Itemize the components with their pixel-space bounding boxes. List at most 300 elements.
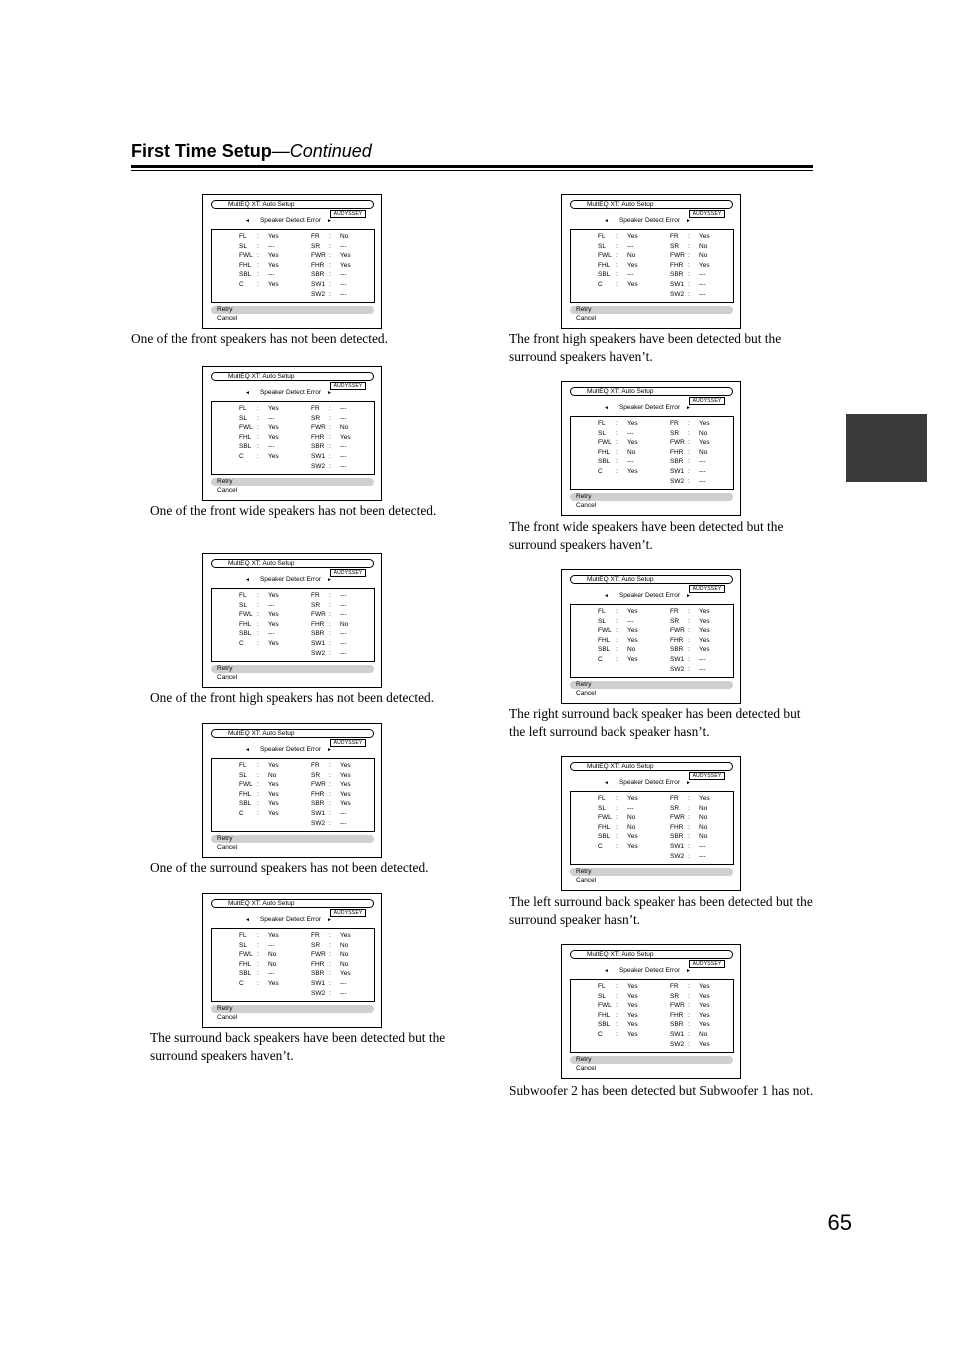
right-arrow-icon[interactable]: ► (327, 577, 332, 583)
speaker-status: --- (699, 281, 706, 288)
colon-separator: : (688, 448, 690, 456)
speaker-status: Yes (627, 656, 638, 663)
colon-separator: : (616, 617, 618, 625)
colon-separator: : (688, 636, 690, 644)
colon-separator: : (257, 630, 259, 638)
colon-separator: : (329, 649, 331, 657)
speaker-label: SL (239, 771, 247, 779)
speaker-label: SBL (598, 646, 611, 654)
speaker-label: SW1 (670, 468, 685, 475)
retry-label: Retry (576, 493, 592, 500)
speaker-status: --- (340, 592, 347, 599)
colon-separator: : (616, 814, 618, 822)
colon-separator: : (329, 781, 331, 789)
screen-caption: One of the front high speakers has not been detected. (150, 690, 435, 705)
speaker-status: No (699, 1031, 708, 1038)
speaker-label: SL (598, 992, 606, 1000)
speaker-status: Yes (699, 617, 710, 625)
speaker-label: SBL (598, 833, 611, 841)
speaker-label: FWR (311, 781, 326, 789)
speaker-status-box (570, 791, 734, 865)
speaker-label: SR (311, 771, 321, 779)
screen-nav (245, 577, 332, 584)
screen-subtitle: Speaker Detect Error (618, 779, 681, 786)
colon-separator: : (329, 233, 331, 240)
speaker-label: FWR (670, 627, 685, 635)
speaker-status: Yes (627, 281, 638, 288)
speaker-status: No (627, 814, 636, 822)
colon-separator: : (688, 608, 690, 615)
speaker-status: Yes (268, 433, 279, 441)
speaker-status: --- (340, 601, 347, 609)
speaker-label: FHL (598, 1011, 611, 1019)
speaker-label: FWR (311, 424, 326, 432)
speaker-status: Yes (699, 233, 710, 240)
colon-separator: : (616, 636, 618, 644)
speaker-label: SW1 (311, 980, 326, 987)
speaker-status: --- (340, 281, 347, 288)
right-arrow-icon[interactable]: ► (686, 968, 691, 974)
screen-caption: The front wide speakers have been detected but the surround speakers haven’t. (509, 519, 784, 552)
colon-separator: : (616, 1031, 618, 1038)
colon-separator: : (257, 932, 259, 939)
colon-separator: : (616, 656, 618, 663)
speaker-label: FHR (670, 261, 684, 269)
colon-separator: : (257, 980, 259, 987)
cancel-option[interactable]: Cancel (217, 1014, 238, 1021)
colon-separator: : (257, 640, 259, 647)
screen-title-bar (570, 950, 733, 959)
right-arrow-icon[interactable]: ► (686, 405, 691, 411)
cancel-option[interactable]: Cancel (576, 1065, 597, 1072)
colon-separator: : (688, 804, 690, 812)
speaker-status: Yes (627, 439, 638, 447)
speaker-label: FWL (239, 781, 253, 789)
speaker-label: FHL (598, 636, 611, 644)
left-arrow-icon[interactable]: ◄ (604, 405, 609, 411)
speaker-label: SR (311, 601, 321, 609)
speaker-label: SW2 (670, 290, 685, 298)
retry-option[interactable] (570, 493, 733, 501)
speaker-label: SBR (670, 833, 684, 841)
left-arrow-icon[interactable]: ◄ (604, 218, 609, 224)
colon-separator: : (329, 443, 331, 451)
speaker-label: SBL (598, 271, 611, 279)
colon-separator: : (257, 424, 259, 432)
colon-separator: : (257, 800, 259, 808)
colon-separator: : (616, 468, 618, 475)
cancel-option[interactable]: Cancel (576, 690, 597, 697)
speaker-status-box (211, 401, 375, 475)
colon-separator: : (688, 468, 690, 475)
speaker-status: No (268, 951, 277, 959)
speaker-label: FHL (598, 261, 611, 269)
speaker-label: FHR (311, 960, 325, 968)
colon-separator: : (329, 941, 331, 949)
setup-screen (202, 893, 382, 1028)
colon-separator: : (688, 477, 690, 485)
speaker-status: No (699, 804, 708, 812)
cancel-option[interactable]: Cancel (576, 502, 597, 509)
right-arrow-icon[interactable]: ► (686, 218, 691, 224)
screen-title-bar (211, 899, 374, 908)
retry-option[interactable] (570, 681, 733, 689)
speaker-label: SBL (239, 271, 252, 279)
colon-separator: : (329, 242, 331, 250)
colon-separator: : (616, 843, 618, 850)
speaker-status: Yes (627, 261, 638, 269)
speaker-label: FWR (311, 951, 326, 959)
colon-separator: : (688, 656, 690, 663)
left-arrow-icon[interactable]: ◄ (245, 917, 250, 923)
section-title-text: First Time Setup (131, 141, 272, 161)
speaker-status: Yes (627, 233, 638, 240)
left-arrow-icon[interactable]: ◄ (604, 593, 609, 599)
cancel-option[interactable]: Cancel (576, 877, 597, 884)
speaker-status: Yes (699, 992, 710, 1000)
speaker-status: Yes (699, 636, 710, 644)
speaker-label: FR (670, 795, 679, 802)
speaker-label: SW2 (311, 989, 326, 997)
speaker-status: Yes (268, 281, 279, 288)
colon-separator: : (688, 617, 690, 625)
screen-caption: One of the surround speakers has not been detected. (150, 860, 429, 875)
colon-separator: : (688, 646, 690, 654)
speaker-status: No (699, 429, 708, 437)
colon-separator: : (329, 424, 331, 432)
speaker-status: Yes (340, 252, 351, 260)
speaker-status: --- (340, 980, 347, 987)
colon-separator: : (329, 640, 331, 647)
retry-label: Retry (217, 835, 233, 842)
speaker-status: Yes (340, 762, 351, 769)
retry-option[interactable] (211, 478, 374, 486)
right-arrow-icon[interactable]: ► (327, 390, 332, 396)
speaker-label: FWR (311, 611, 326, 619)
colon-separator: : (688, 252, 690, 260)
cancel-option[interactable]: Cancel (217, 674, 238, 681)
speaker-label: FWR (670, 1002, 685, 1010)
screen-subtitle: Speaker Detect Error (618, 967, 681, 974)
speaker-label: SBL (598, 1021, 611, 1029)
speaker-status: Yes (340, 800, 351, 808)
setup-screen (202, 553, 382, 688)
colon-separator: : (329, 951, 331, 959)
speaker-label: FR (311, 405, 320, 412)
speaker-status: --- (627, 429, 634, 437)
colon-separator: : (688, 992, 690, 1000)
speaker-label: FL (598, 233, 606, 240)
speaker-label: FWL (598, 439, 612, 447)
speaker-status: Yes (340, 261, 351, 269)
speaker-label: C (239, 980, 244, 987)
retry-option[interactable] (211, 835, 374, 843)
colon-separator: : (688, 420, 690, 427)
speaker-label: SR (670, 617, 680, 625)
speaker-label: FHL (239, 433, 252, 441)
speaker-label: FR (311, 592, 320, 599)
colon-separator: : (688, 271, 690, 279)
screen-title: MultEQ XT: Auto Setup (587, 576, 654, 583)
speaker-label: FL (239, 932, 247, 939)
speaker-status: Yes (699, 420, 710, 427)
speaker-status-box (570, 229, 734, 303)
left-arrow-icon[interactable]: ◄ (245, 390, 250, 396)
colon-separator: : (688, 1002, 690, 1010)
speaker-status: --- (699, 852, 706, 860)
setup-screen (561, 381, 741, 516)
speaker-status: Yes (627, 1031, 638, 1038)
colon-separator: : (616, 261, 618, 269)
speaker-status: Yes (340, 771, 351, 779)
screen-title-bar (570, 575, 733, 584)
left-arrow-icon[interactable]: ◄ (245, 577, 250, 583)
speaker-label: FL (598, 983, 606, 990)
speaker-status: Yes (340, 790, 351, 798)
speaker-label: C (598, 656, 603, 663)
setup-screen (202, 194, 382, 329)
retry-option[interactable] (570, 306, 733, 314)
audyssey-logo: AUDYSSEY (330, 569, 366, 577)
screen-nav (604, 968, 691, 975)
speaker-status: --- (699, 271, 706, 279)
speaker-label: FWL (239, 611, 253, 619)
speaker-label: SBR (311, 443, 325, 451)
speaker-status: No (268, 960, 277, 968)
colon-separator: : (616, 252, 618, 260)
retry-option[interactable] (211, 1005, 374, 1013)
speaker-label: FR (670, 233, 679, 240)
right-arrow-icon[interactable]: ► (686, 593, 691, 599)
colon-separator: : (329, 592, 331, 599)
screen-title: MultEQ XT: Auto Setup (228, 201, 295, 208)
audyssey-logo: AUDYSSEY (330, 210, 366, 218)
speaker-label: FWL (239, 252, 253, 260)
retry-option[interactable] (211, 665, 374, 673)
screen-nav (604, 405, 691, 412)
colon-separator: : (257, 762, 259, 769)
speaker-status: Yes (627, 833, 638, 841)
cancel-option[interactable]: Cancel (576, 315, 597, 322)
speaker-label: SL (239, 941, 247, 949)
retry-label: Retry (576, 306, 592, 313)
speaker-status: Yes (340, 433, 351, 441)
left-arrow-icon[interactable]: ◄ (245, 218, 250, 224)
speaker-status: Yes (268, 790, 279, 798)
right-arrow-icon[interactable]: ► (327, 917, 332, 923)
colon-separator: : (688, 1040, 690, 1048)
right-arrow-icon[interactable]: ► (327, 218, 332, 224)
speaker-status: Yes (627, 608, 638, 615)
speaker-label: SBL (239, 970, 252, 978)
speaker-status: Yes (268, 405, 279, 412)
colon-separator: : (257, 433, 259, 441)
colon-separator: : (688, 1031, 690, 1038)
speaker-status: Yes (627, 983, 638, 990)
speaker-label: SW1 (670, 281, 685, 288)
speaker-label: SL (239, 601, 247, 609)
retry-label: Retry (576, 1056, 592, 1063)
speaker-label: FL (598, 420, 606, 427)
speaker-label: FR (311, 932, 320, 939)
speaker-label: SW1 (311, 640, 326, 647)
header-rule-thick (131, 165, 813, 168)
screen-title-bar (211, 729, 374, 738)
colon-separator: : (329, 453, 331, 460)
screen-subtitle: Speaker Detect Error (259, 746, 322, 753)
speaker-label: SL (598, 804, 606, 812)
screen-subtitle: Speaker Detect Error (618, 404, 681, 411)
speaker-label: FHR (670, 823, 684, 831)
colon-separator: : (616, 992, 618, 1000)
retry-option[interactable] (570, 868, 733, 876)
speaker-label: FWL (239, 951, 253, 959)
colon-separator: : (257, 951, 259, 959)
colon-separator: : (257, 941, 259, 949)
speaker-status: --- (340, 649, 347, 657)
cancel-option[interactable]: Cancel (217, 487, 238, 494)
speaker-status: --- (340, 414, 347, 422)
speaker-status: No (627, 448, 636, 456)
speaker-label: SL (239, 242, 247, 250)
colon-separator: : (688, 261, 690, 269)
left-arrow-icon[interactable]: ◄ (245, 747, 250, 753)
setup-screen (561, 569, 741, 704)
setup-screen (561, 194, 741, 329)
screen-title-bar (570, 387, 733, 396)
speaker-status: Yes (340, 970, 351, 978)
screen-subtitle: Speaker Detect Error (259, 389, 322, 396)
colon-separator: : (329, 261, 331, 269)
cancel-option[interactable]: Cancel (217, 315, 238, 322)
screen-nav (604, 218, 691, 225)
speaker-status: Yes (699, 646, 710, 654)
screen-subtitle: Speaker Detect Error (259, 576, 322, 583)
speaker-status-box (570, 604, 734, 678)
colon-separator: : (257, 771, 259, 779)
speaker-status: Yes (699, 627, 710, 635)
colon-separator: : (329, 405, 331, 412)
header-rule-thin (131, 170, 813, 171)
speaker-label: SBL (239, 443, 252, 451)
speaker-status: --- (699, 665, 706, 673)
audyssey-logo: AUDYSSEY (330, 909, 366, 917)
speaker-status: --- (340, 462, 347, 470)
colon-separator: : (329, 620, 331, 628)
speaker-label: FHL (598, 823, 611, 831)
speaker-label: SBR (670, 1021, 684, 1029)
speaker-label: FHR (670, 1011, 684, 1019)
left-arrow-icon[interactable]: ◄ (604, 968, 609, 974)
speaker-label: SW1 (311, 281, 326, 288)
colon-separator: : (329, 271, 331, 279)
speaker-status: Yes (268, 810, 279, 817)
cancel-option[interactable]: Cancel (217, 844, 238, 851)
speaker-label: SW1 (670, 656, 685, 663)
speaker-status: Yes (699, 439, 710, 447)
speaker-status: --- (268, 970, 275, 978)
speaker-status: --- (268, 271, 275, 279)
colon-separator: : (688, 814, 690, 822)
speaker-label: SR (670, 804, 680, 812)
colon-separator: : (688, 665, 690, 673)
colon-separator: : (688, 429, 690, 437)
speaker-label: FHL (239, 790, 252, 798)
screen-caption: One of the front speakers has not been detected. (131, 331, 388, 346)
colon-separator: : (616, 233, 618, 240)
colon-separator: : (257, 960, 259, 968)
audyssey-logo: AUDYSSEY (689, 397, 725, 405)
speaker-status: Yes (699, 608, 710, 615)
speaker-label: C (239, 281, 244, 288)
retry-option[interactable] (211, 306, 374, 314)
colon-separator: : (616, 646, 618, 654)
speaker-status: --- (268, 601, 275, 609)
colon-separator: : (616, 242, 618, 250)
colon-separator: : (257, 261, 259, 269)
colon-separator: : (616, 429, 618, 437)
speaker-label: SBR (670, 458, 684, 466)
speaker-status: --- (627, 242, 634, 250)
speaker-label: FL (239, 592, 247, 599)
colon-separator: : (329, 771, 331, 779)
screen-title-bar (211, 559, 374, 568)
colon-separator: : (616, 439, 618, 447)
left-arrow-icon[interactable]: ◄ (604, 780, 609, 786)
speaker-label: SBR (670, 646, 684, 654)
colon-separator: : (688, 852, 690, 860)
speaker-status: --- (268, 443, 275, 451)
speaker-status-box (570, 979, 734, 1053)
colon-separator: : (688, 458, 690, 466)
speaker-status: --- (340, 819, 347, 827)
speaker-status: Yes (699, 1021, 710, 1029)
screen-title-bar (211, 372, 374, 381)
speaker-label: SBL (239, 800, 252, 808)
speaker-label: FL (239, 233, 247, 240)
colon-separator: : (257, 233, 259, 240)
speaker-label: SL (598, 617, 606, 625)
right-arrow-icon[interactable]: ► (686, 780, 691, 786)
speaker-label: FWR (670, 814, 685, 822)
screen-nav (245, 218, 332, 225)
right-arrow-icon[interactable]: ► (327, 747, 332, 753)
speaker-label: FR (311, 233, 320, 240)
speaker-label: SW2 (311, 290, 326, 298)
screen-caption: The left surround back speaker has been detected but the surround speaker hasn’t. (509, 894, 813, 927)
speaker-status: --- (340, 640, 347, 647)
screen-title: MultEQ XT: Auto Setup (228, 900, 295, 907)
colon-separator: : (257, 443, 259, 451)
speaker-status: --- (268, 630, 275, 638)
speaker-status: No (340, 960, 349, 968)
screen-subtitle: Speaker Detect Error (618, 217, 681, 224)
speaker-status: Yes (699, 261, 710, 269)
retry-option[interactable] (570, 1056, 733, 1064)
colon-separator: : (616, 983, 618, 990)
audyssey-logo: AUDYSSEY (689, 585, 725, 593)
screen-caption: One of the front wide speakers has not been detected. (150, 503, 437, 518)
speaker-label: SL (598, 242, 606, 250)
speaker-label: FL (239, 762, 247, 769)
speaker-label: SW1 (670, 843, 685, 850)
colon-separator: : (688, 1021, 690, 1029)
speaker-status: --- (340, 405, 347, 412)
colon-separator: : (688, 439, 690, 447)
colon-separator: : (257, 611, 259, 619)
setup-screen (202, 723, 382, 858)
colon-separator: : (329, 762, 331, 769)
